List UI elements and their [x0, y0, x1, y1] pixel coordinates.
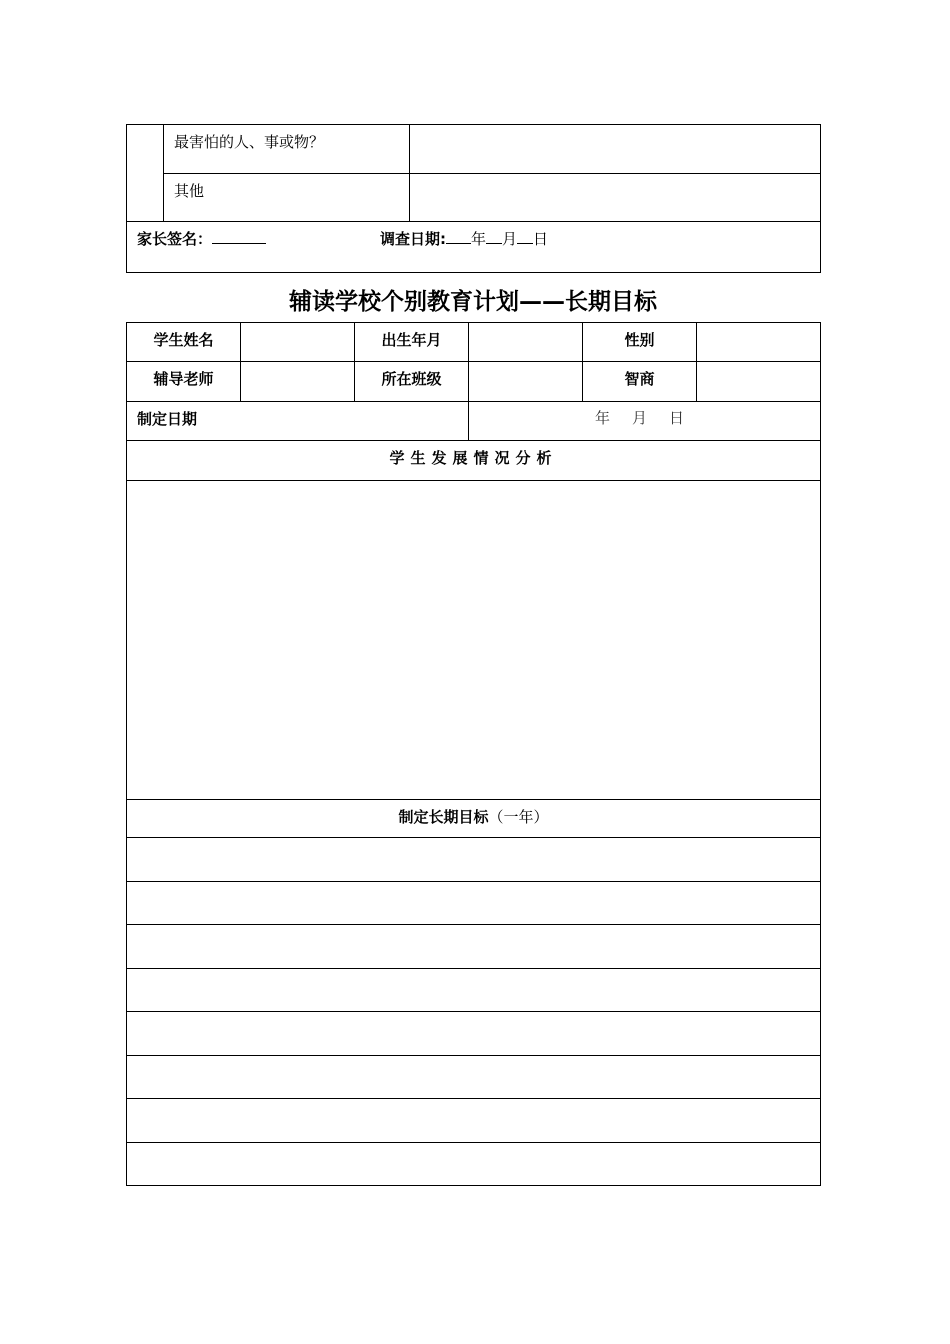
birth-field[interactable] — [469, 323, 583, 362]
survey-year-blank[interactable] — [446, 229, 471, 244]
student-name-label: 学生姓名 — [127, 323, 241, 362]
goal-row[interactable] — [127, 925, 821, 969]
survey-answer-other[interactable] — [410, 174, 821, 222]
iq-label: 智商 — [583, 362, 697, 402]
goal-row[interactable] — [127, 1143, 821, 1186]
analysis-header-text: 学生发展情况分析 — [389, 449, 558, 467]
tutor-field[interactable] — [241, 362, 355, 402]
goal-header — [127, 800, 821, 838]
survey-day-blank[interactable] — [517, 229, 533, 244]
made-date-label: 制定日期 — [127, 402, 469, 441]
plan-table — [126, 322, 821, 1186]
parent-sign-label: 家长签名： — [137, 230, 213, 248]
goal-header-suffix: （一年） — [488, 808, 549, 826]
class-field[interactable] — [469, 362, 583, 402]
class-label: 所在班级 — [355, 362, 469, 402]
gender-field[interactable] — [697, 323, 821, 362]
survey-year-label: 年 — [471, 230, 487, 248]
goal-row[interactable] — [127, 1056, 821, 1099]
survey-date-label: 调查日期: — [380, 230, 446, 248]
iq-field[interactable] — [697, 362, 821, 402]
goal-row[interactable] — [127, 882, 821, 925]
analysis-header — [127, 441, 821, 481]
goal-row[interactable] — [127, 1099, 821, 1143]
parent-sign-blank[interactable] — [212, 229, 266, 244]
student-name-field[interactable] — [241, 323, 355, 362]
survey-month-blank[interactable] — [486, 229, 502, 244]
survey-day-label: 日 — [533, 230, 549, 248]
made-date-year: 年 — [595, 409, 611, 427]
goal-row[interactable] — [127, 1012, 821, 1056]
survey-question-other: 其他 — [164, 174, 410, 222]
goal-row[interactable] — [127, 969, 821, 1012]
survey-date — [380, 228, 548, 249]
made-date-day: 日 — [669, 409, 685, 427]
gender-label: 性别 — [583, 323, 697, 362]
signature-row — [127, 222, 821, 273]
made-date-month: 月 — [632, 409, 648, 427]
made-date-field[interactable] — [469, 402, 821, 441]
page-title: 辅读学校个别教育计划——长期目标 — [289, 289, 657, 315]
goal-row[interactable] — [127, 838, 821, 882]
survey-table — [126, 124, 821, 273]
survey-answer-fear[interactable] — [410, 125, 821, 174]
survey-left-cell — [127, 125, 164, 222]
tutor-label: 辅导老师 — [127, 362, 241, 402]
birth-label: 出生年月 — [355, 323, 469, 362]
survey-question-fear: 最害怕的人、事或物？ — [164, 125, 410, 174]
analysis-content[interactable] — [127, 481, 821, 800]
goal-header-text: 制定长期目标 — [398, 808, 489, 826]
survey-month-label: 月 — [502, 230, 518, 248]
